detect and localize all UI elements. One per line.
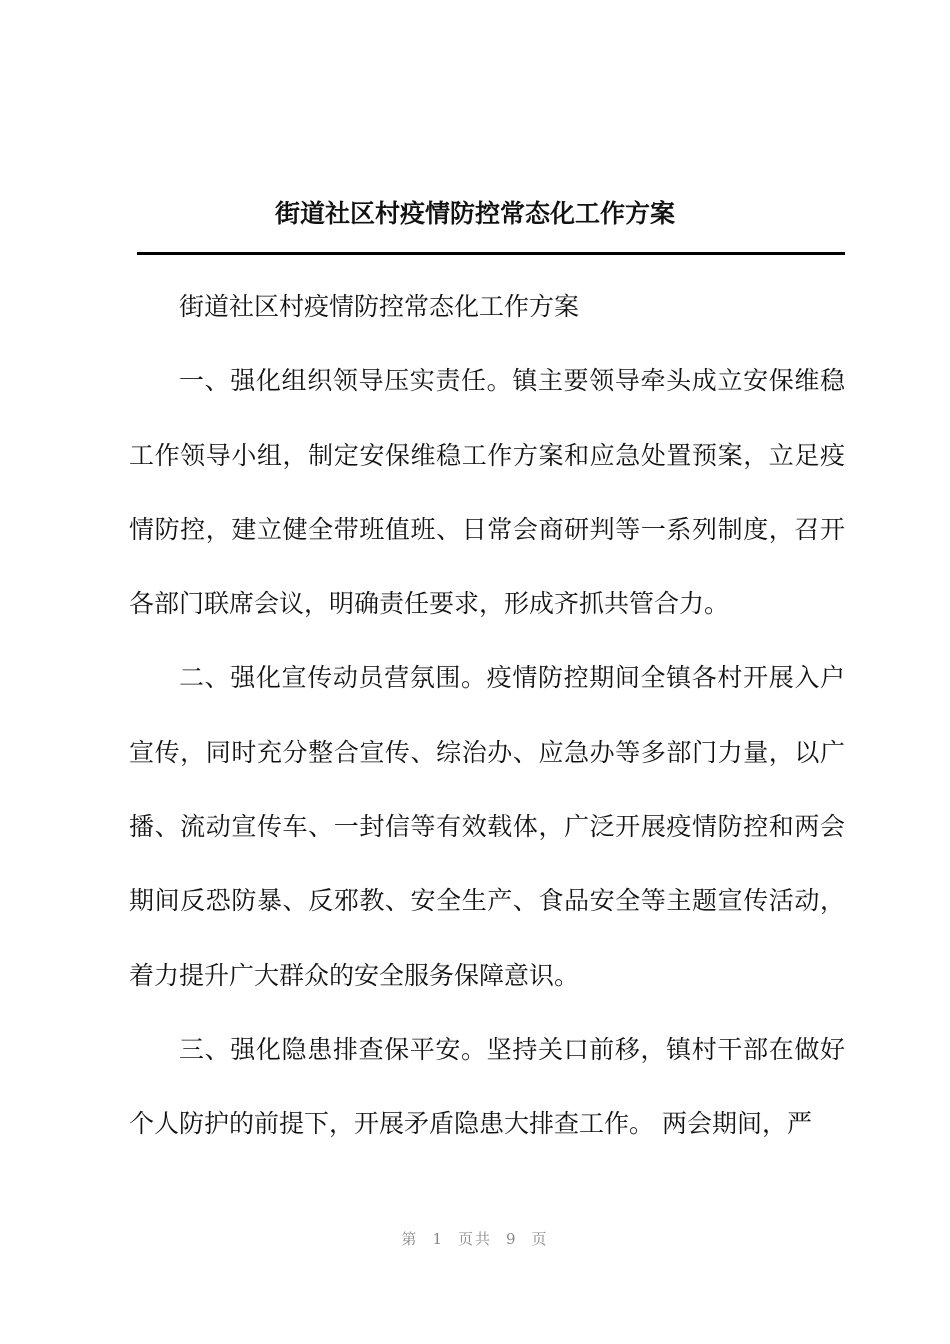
- footer-prefix: 第: [401, 1230, 419, 1248]
- page-footer: [0, 1228, 950, 1249]
- document-body: [129, 270, 845, 1162]
- document-title: 街道社区村疫情防控常态化工作方案: [274, 199, 675, 228]
- title-underline-rule: [137, 252, 845, 255]
- footer-middle: 页共: [457, 1230, 492, 1248]
- body-paragraph-heading: 街道社区村疫情防控常态化工作方案: [179, 292, 580, 321]
- footer-total-pages: 9: [506, 1230, 518, 1248]
- body-paragraph-2: 二、强化宣传动员营氛围。疫情防控期间全镇各村开展入户宣传，同时充分整合宣传、综治办、应急办等多部门力量，以广播、流动宣传车、一封信等有效载体，广泛开展疫情防控和两会期间反恐防暴、反邪教、安全生产、食品安全等主题宣传活动，着力提升广大群众的安全服务保障意识。: [129, 663, 845, 990]
- footer-suffix: 页: [531, 1230, 549, 1248]
- body-paragraph-1: 一、强化组织领导压实责任。镇主要领导牵头成立安保维稳工作领导小组，制定安保维稳工作方案和应急处置预案，立足疫情防控，建立健全带班值班、日常会商研判等一系列制度，召开各部门联席会议，明确责任要求，形成齐抓共管合力。: [129, 366, 845, 619]
- footer-current-page: 1: [432, 1230, 444, 1248]
- body-paragraph-3: 三、强化隐患排查保平安。坚持关口前移，镇村干部在做好个人防护的前提下，开展矛盾隐患大排查工作。 两会期间，严: [129, 1034, 845, 1139]
